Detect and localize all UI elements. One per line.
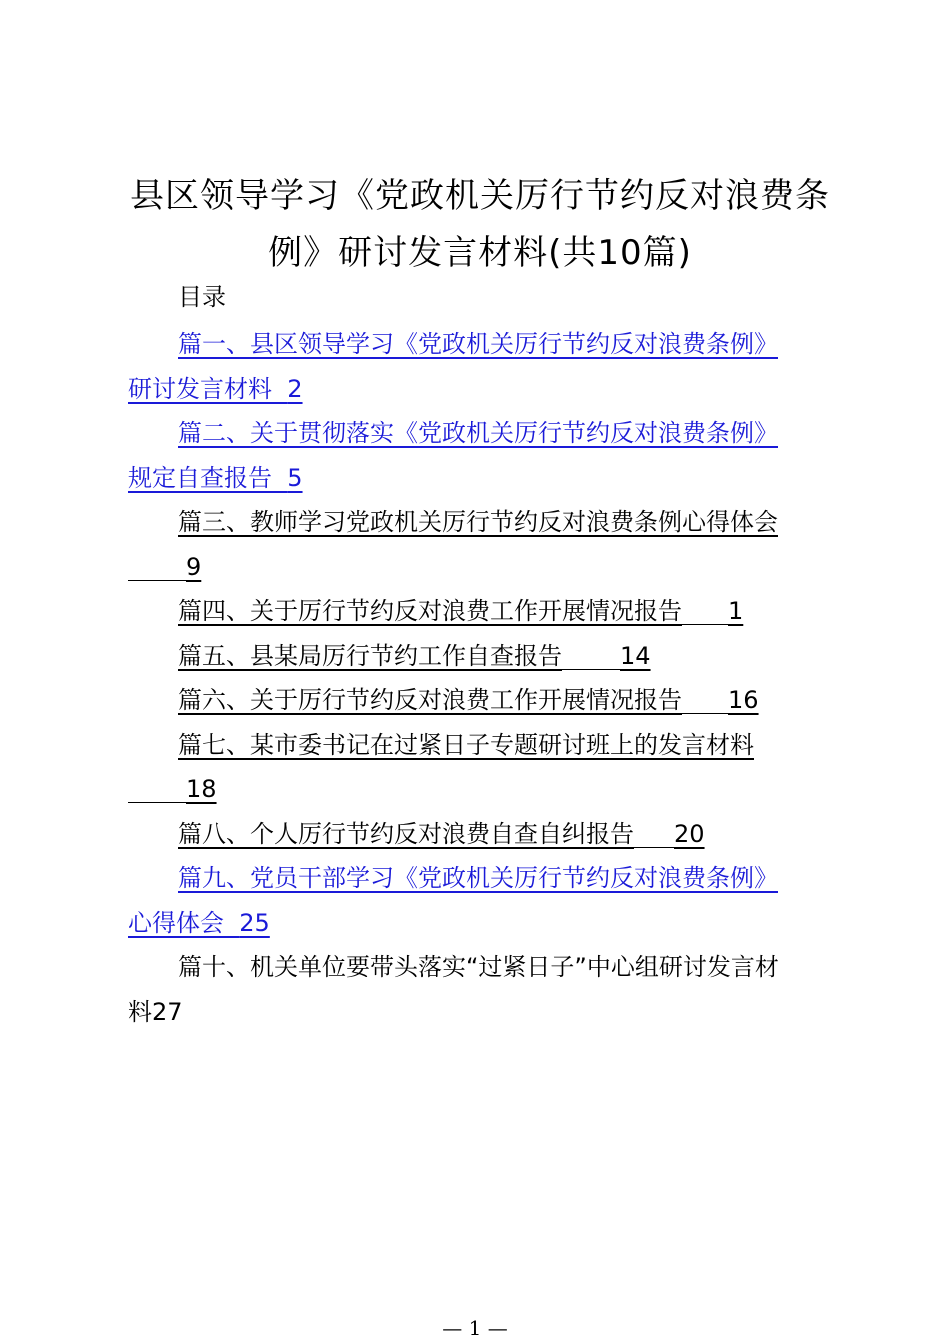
toc-leader bbox=[128, 776, 186, 803]
toc-entry-title[interactable]: 篇四、关于厉行节约反对浪费工作开展情况报告 bbox=[178, 597, 682, 625]
toc-entry-page[interactable]: 2 bbox=[287, 374, 303, 403]
toc-entry-title-cont[interactable]: 研讨发言材料 bbox=[128, 374, 272, 403]
toc-leader bbox=[128, 554, 186, 581]
toc-leader bbox=[634, 821, 674, 848]
toc-entry-page[interactable]: 9 bbox=[186, 552, 202, 581]
toc-entry-7[interactable] bbox=[128, 723, 818, 812]
toc-entry-page[interactable]: 18 bbox=[186, 775, 217, 803]
toc-entry-2[interactable] bbox=[128, 411, 818, 500]
toc-entry-title[interactable]: 篇三、教师学习党政机关厉行节约反对浪费条例心得体会 bbox=[178, 508, 778, 536]
toc-entry-page[interactable]: 27 bbox=[152, 997, 183, 1026]
toc-entry-page[interactable]: 16 bbox=[728, 686, 759, 714]
toc-entry-10[interactable] bbox=[128, 945, 818, 1034]
toc-entry-page[interactable]: 14 bbox=[620, 641, 651, 670]
toc-leader bbox=[682, 598, 728, 625]
toc-entry-title-cont[interactable]: 心得体会 bbox=[128, 908, 224, 937]
toc-leader bbox=[682, 687, 728, 714]
toc-leader bbox=[562, 643, 620, 670]
toc-entry-5[interactable] bbox=[128, 634, 818, 679]
title-line-1: 县区领导学习《党政机关厉行节约反对浪费条 bbox=[130, 176, 830, 216]
toc-entry-title[interactable]: 篇七、某市委书记在过紧日子专题研讨班上的发言材料 bbox=[178, 730, 754, 759]
toc-entry-title[interactable]: 篇八、个人厉行节约反对浪费自查自纠报告 bbox=[178, 819, 634, 848]
toc-entry-title-cont[interactable]: 料 bbox=[128, 997, 152, 1026]
toc-entry-page[interactable]: 20 bbox=[674, 819, 705, 848]
toc-entry-9[interactable] bbox=[128, 856, 818, 945]
toc-entry-4[interactable] bbox=[128, 589, 818, 634]
toc-entry-page[interactable]: 25 bbox=[239, 908, 270, 937]
toc-entry-title[interactable]: 篇二、关于贯彻落实《党政机关厉行节约反对浪费条例》 bbox=[178, 419, 778, 447]
toc-entry-8[interactable] bbox=[128, 812, 818, 857]
toc-entry-3[interactable] bbox=[128, 500, 818, 589]
toc-entry-title[interactable]: 篇六、关于厉行节约反对浪费工作开展情况报告 bbox=[178, 686, 682, 714]
page-number: — 1 — bbox=[442, 1316, 508, 1340]
toc-entry-title[interactable]: 篇九、党员干部学习《党政机关厉行节约反对浪费条例》 bbox=[178, 864, 778, 892]
toc-entry-title-cont[interactable]: 规定自查报告 bbox=[128, 463, 272, 492]
toc-entry-title[interactable]: 篇一、县区领导学习《党政机关厉行节约反对浪费条例》 bbox=[178, 330, 778, 358]
toc-heading: 目录 bbox=[178, 283, 226, 311]
toc-entry-6[interactable] bbox=[128, 678, 818, 723]
toc-entry-page[interactable]: 5 bbox=[287, 463, 303, 492]
title-line-2: 例》研讨发言材料(共10篇) bbox=[268, 233, 692, 273]
document-title bbox=[100, 168, 860, 282]
toc-entry-title[interactable]: 篇五、县某局厉行节约工作自查报告 bbox=[178, 641, 562, 670]
toc-entry-title[interactable]: 篇十、机关单位要带头落实“过紧日子”中心组研讨发言材 bbox=[178, 953, 779, 981]
toc-entry-page[interactable]: 1 bbox=[728, 597, 744, 625]
table-of-contents bbox=[128, 322, 818, 1034]
toc-entry-1[interactable] bbox=[128, 322, 818, 411]
